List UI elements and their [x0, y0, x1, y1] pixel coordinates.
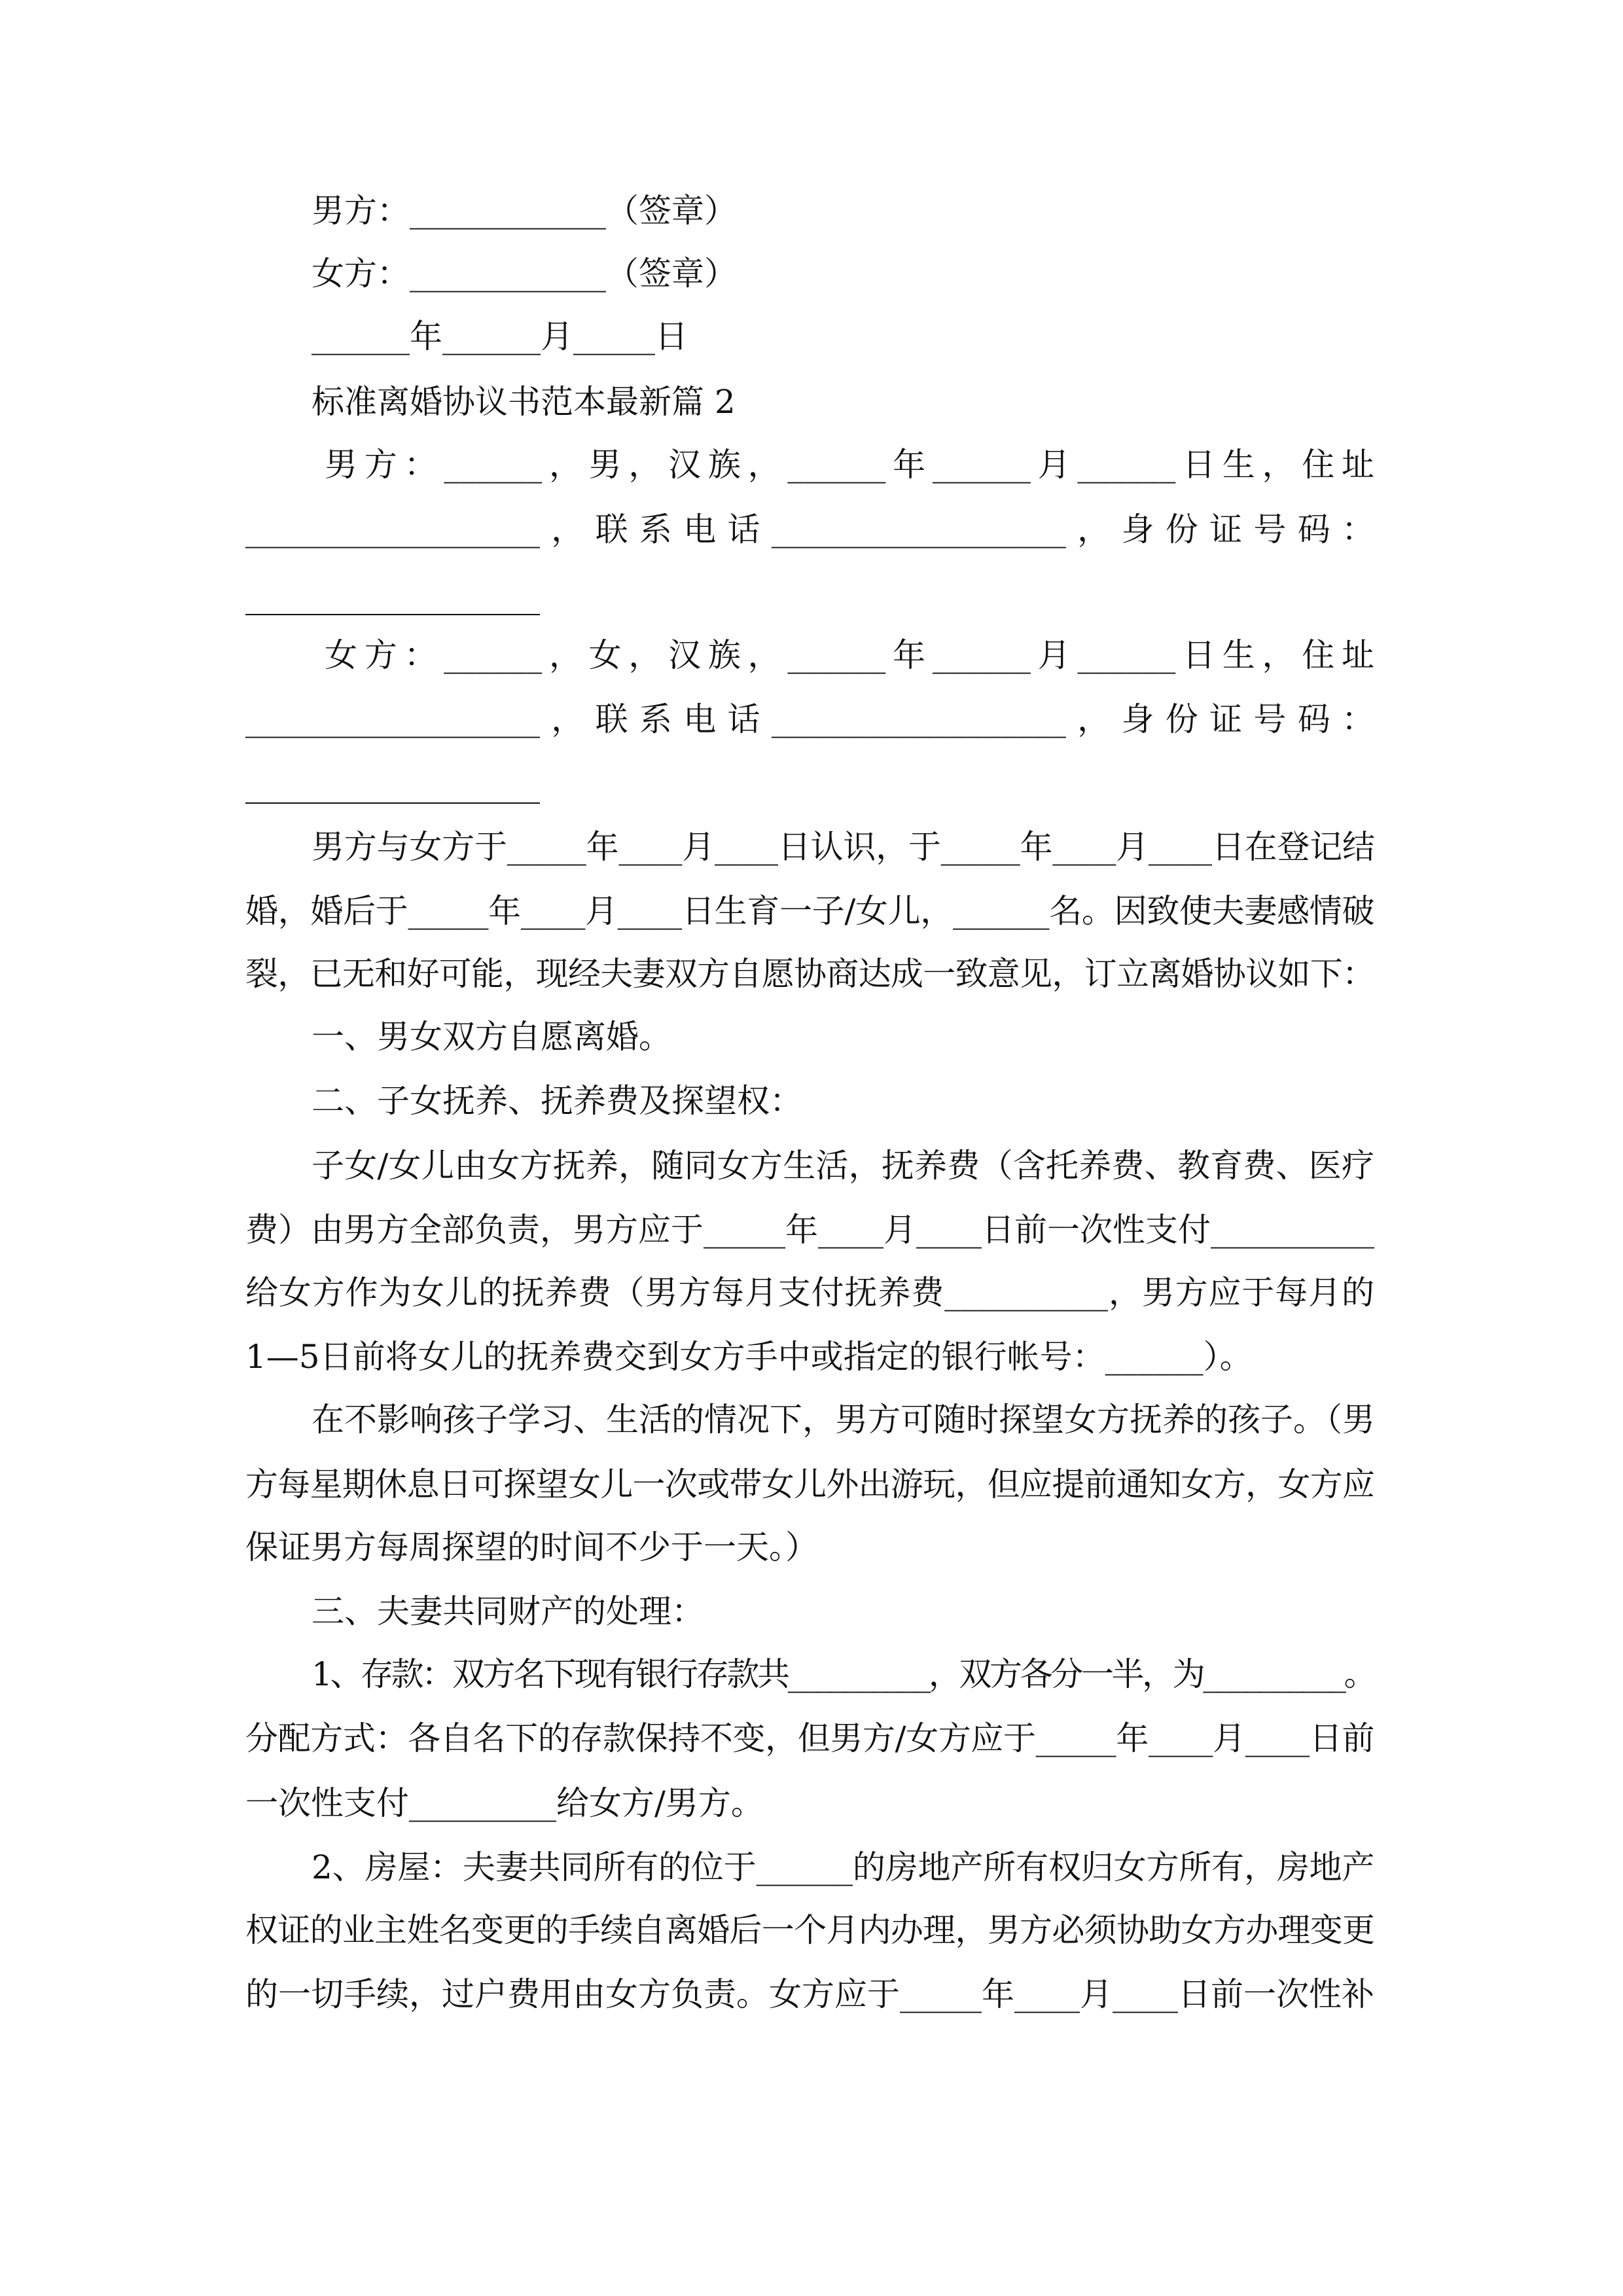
paragraph-line: 权证的业主姓名变更的手续自离婚后一个月内办理，男方必须协助女方办理变更 — [245, 1911, 1374, 1949]
female-signature-line: 女方：____________（签章） — [312, 255, 737, 293]
female-info-line-1: 女方：______，女，汉族，______年______月______日生，住址 — [325, 636, 1374, 674]
paragraph-line: 分配方式：各自名下的存款保持不变，但男方/女方应于_____年____月____日前 — [245, 1719, 1374, 1757]
paragraph-line: 裂，已无和好可能，现经夫妻双方自愿协商达成一致意见，订立离婚协议如下： — [245, 955, 1374, 993]
male-signature-line: 男方：____________（签章） — [312, 192, 737, 230]
paragraph-line: 费）由男方全部负责，男方应于_____年____月____日前一次性支付__________ — [245, 1211, 1374, 1249]
female-info-line-2: __________________，联系电话__________________，身份证号码： — [245, 700, 1374, 738]
paragraph-line: 在不影响孩子学习、生活的情况下，男方可随时探望女方抚养的孩子。（男 — [312, 1401, 1375, 1439]
paragraph-line: 婚，婚后于_____年____月____日生育一子/女儿，______名。因致使夫妻感情破 — [245, 892, 1374, 930]
paragraph-line: 一次性支付_________给女方/男方。 — [245, 1784, 764, 1822]
clause-heading: 三、夫妻共同财产的处理： — [312, 1592, 704, 1630]
male-info-line-2: __________________，联系电话__________________，身份证号码： — [245, 511, 1374, 548]
male-id-blank — [245, 614, 540, 615]
paragraph-line: 2、房屋：夫妻共同所有的位于______的房地产所有权归女方所有，房地产 — [312, 1848, 1374, 1886]
paragraph-line: 1—5日前将女儿的抚养费交到女方手中或指定的银行帐号：______）。 — [245, 1338, 1253, 1376]
section-title: 标准离婚协议书范本最新篇 2 — [312, 383, 736, 421]
paragraph-line: 保证男方每周探望的时间不少于一天。） — [245, 1528, 818, 1566]
signature-date-line: ______年______月_____日 — [312, 317, 688, 355]
paragraph-line: 方每星期休息日可探望女儿一次或带女儿外出游玩，但应提前通知女方，女方应 — [245, 1465, 1374, 1503]
clause-heading: 二、子女抚养、抚养费及探望权： — [312, 1082, 802, 1120]
clause-heading: 一、男女双方自愿离婚。 — [312, 1018, 671, 1056]
female-id-blank — [245, 802, 540, 804]
paragraph-line: 给女方作为女儿的抚养费（男方每月支付抚养费__________，男方应于每月的 — [245, 1274, 1374, 1312]
paragraph-line: 1、存款：双方名下现有银行存款共__________，双方各分一半，为__________。 — [312, 1655, 1374, 1693]
paragraph-line: 的一切手续，过户费用由女方负责。女方应于_____年____月____日前一次性补 — [245, 1975, 1374, 2013]
paragraph-line: 男方与女方于_____年____月____日认识，于_____年____月____日在登记结 — [312, 828, 1374, 866]
male-info-line-1: 男方：______，男，汉族，______年______月______日生，住址 — [325, 446, 1374, 484]
paragraph-line: 子女/女儿由女方抚养，随同女方生活，抚养费（含托养费、教育费、医疗 — [312, 1147, 1374, 1185]
